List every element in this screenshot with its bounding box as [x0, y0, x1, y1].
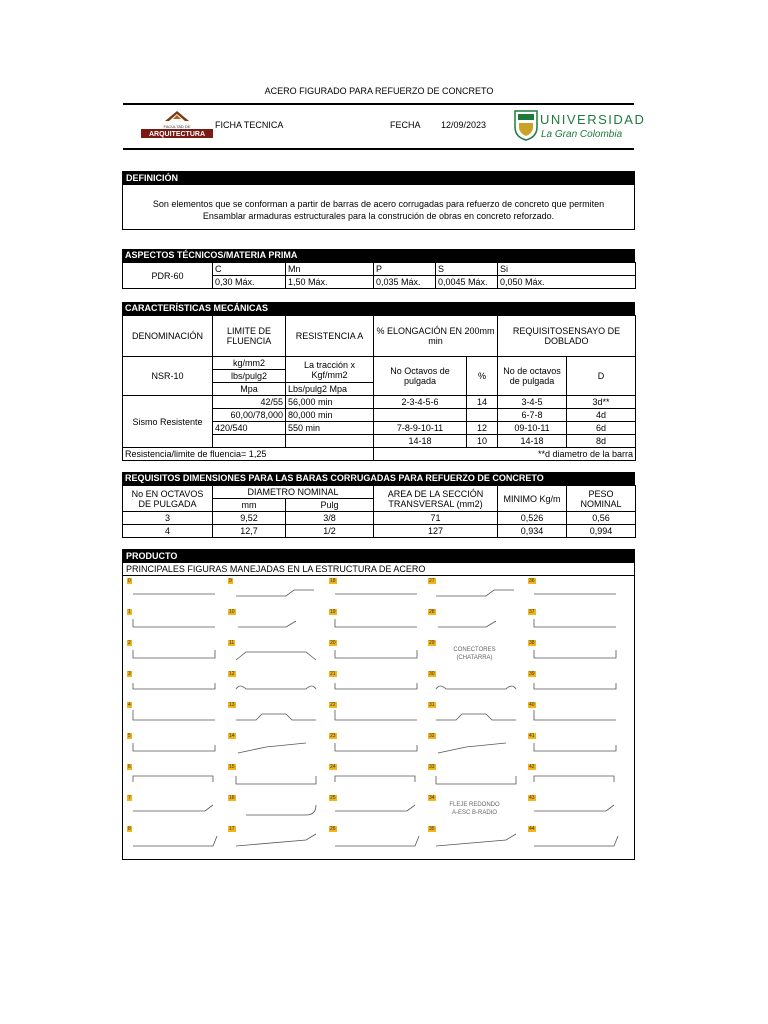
figure-number: 29 [429, 640, 435, 646]
rebar-shape-icon [226, 826, 323, 855]
mecanicas-section [122, 302, 635, 461]
rebar-shape-icon [426, 702, 523, 731]
rebar-shape-path [133, 836, 217, 846]
rebar-shape-icon [526, 733, 623, 762]
rebar-shape-icon [226, 733, 323, 762]
definicion-title: DEFINICIÓN [123, 172, 634, 185]
mec-cell: 14-18 [498, 435, 567, 448]
figure-cell [125, 764, 222, 793]
rebar-shape-icon [327, 640, 424, 669]
mec-cell: 550 min [286, 422, 374, 435]
fleje-sublabel: A-ESC B-RADIO [451, 810, 497, 816]
mec-cell: 09-10-11 [498, 422, 567, 435]
rebar-shape-path [238, 743, 306, 753]
rebar-shape-path [436, 834, 516, 846]
figure-cell [526, 671, 623, 700]
figure-number: 17 [229, 826, 235, 832]
h-limite: LIMITE DE FLUENCIA [213, 316, 286, 357]
nsr-label: NSR-10 [123, 357, 213, 396]
universidad-logo [514, 109, 646, 141]
figure-cell [426, 702, 523, 731]
figure-number: 30 [429, 671, 435, 677]
no-octavos-2: No de octavos de pulgada [498, 357, 567, 396]
figure-cell [125, 609, 222, 638]
rebar-shape-icon [327, 671, 424, 700]
mec-cell: 42/55 [213, 396, 286, 409]
figure-cell [426, 795, 523, 824]
h-diametro: DIAMETRO NOMINAL [213, 486, 374, 499]
rebar-shape-icon [426, 671, 523, 700]
mec-cell: 14 [467, 396, 498, 409]
figure-cell [526, 826, 623, 855]
rebar-shape-path [436, 590, 514, 596]
figure-cell [125, 733, 222, 762]
h-elongacion: % ELONGACIÓN EN 200mm min [374, 316, 498, 357]
aspectos-title: ASPECTOS TÉCNICOS/MATERIA PRIMA [122, 249, 635, 262]
figure-cell [226, 733, 323, 762]
mec-cell: 3-4-5 [498, 396, 567, 409]
rebar-shape-path [133, 650, 215, 658]
figure-number: 32 [429, 733, 435, 739]
figure-number: 2 [128, 640, 131, 646]
figure-cell [125, 795, 222, 824]
figure-cell [526, 764, 623, 793]
figure-cell [327, 764, 424, 793]
dim-cell: 4 [123, 525, 213, 538]
figure-cell [125, 671, 222, 700]
mec-cell [374, 409, 467, 422]
figure-number: 8 [128, 826, 131, 832]
producto-subtitle: PRINCIPALES FIGURAS MANEJADAS EN LA ESTRUCTURA DE ACERO [123, 563, 634, 576]
figure-cell [327, 826, 424, 855]
figure-cell [226, 671, 323, 700]
rebar-shape-path [534, 836, 618, 846]
rebar-shape-path [236, 652, 316, 660]
figure-cell [426, 640, 523, 669]
univ-line2: La Gran Colombia [541, 129, 623, 140]
rebar-shape-path [133, 776, 213, 782]
producto-section [122, 549, 635, 860]
rebar-shape-icon [526, 795, 623, 824]
rebar-shape-icon [226, 764, 323, 793]
figures-grid [123, 576, 634, 858]
traccion-unit-2: Lbs/pulg2 Mpa [286, 383, 374, 396]
figure-cell [327, 733, 424, 762]
rebar-shape-icon [327, 578, 424, 607]
rebar-shape-path [133, 710, 215, 720]
figure-number: 18 [330, 578, 336, 584]
rebar-shape-path [133, 619, 215, 627]
figure-cell [426, 733, 523, 762]
univ-line1: UNIVERSIDAD [540, 112, 646, 127]
figure-number: 6 [128, 764, 131, 770]
rebar-shape-icon [125, 795, 222, 824]
rebar-shape-path [436, 776, 516, 784]
dim-cell: 0,526 [498, 512, 567, 525]
figure-cell [327, 578, 424, 607]
rebar-shape-icon [327, 609, 424, 638]
figure-number: 21 [330, 671, 336, 677]
rebar-shape-path [438, 621, 496, 627]
dim-cell: 71 [374, 512, 498, 525]
figure-number: 33 [429, 764, 435, 770]
rebar-shape-path [246, 805, 316, 815]
rebar-shape-icon [226, 609, 323, 638]
figure-cell [226, 826, 323, 855]
h-mm: mm [213, 499, 286, 512]
aspecto-value: 0,30 Máx. [213, 276, 286, 289]
figure-number: 38 [529, 640, 535, 646]
h-peso: PESO NOMINAL [567, 486, 636, 512]
mec-cell [213, 435, 286, 448]
rebar-shape-path [133, 743, 215, 751]
figure-number: 43 [529, 795, 535, 801]
rebar-shape-path [335, 683, 417, 689]
rebar-shape-path [236, 834, 316, 846]
figure-cell [327, 795, 424, 824]
figure-number: 19 [330, 609, 336, 615]
figure-number: 1 [128, 609, 131, 615]
figure-cell [526, 733, 623, 762]
figure-number: 34 [429, 795, 435, 801]
dim-cell: 9,52 [213, 512, 286, 525]
mec-cell: 6-7-8 [498, 409, 567, 422]
rebar-shape-path [236, 590, 314, 596]
pdr-label: PDR-60 [123, 263, 213, 289]
figure-number: 44 [529, 826, 535, 832]
figure-cell [327, 702, 424, 731]
rebar-shape-icon [226, 640, 323, 669]
rebar-shape-path [335, 650, 417, 658]
rebar-shape-path [534, 743, 616, 751]
figure-number: 42 [529, 764, 535, 770]
figure-cell [426, 826, 523, 855]
rebar-shape-icon [327, 764, 424, 793]
h-pulg: Pulg [286, 499, 374, 512]
aspecto-header: S [436, 263, 498, 276]
rebar-shape-icon [526, 702, 623, 731]
fecha-value: 12/09/2023 [441, 120, 487, 130]
figure-number: 23 [330, 733, 336, 739]
figure-cell [226, 640, 323, 669]
rebar-shape-icon [526, 764, 623, 793]
aspecto-value: 0,0045 Máx. [436, 276, 498, 289]
figure-number: 3 [128, 671, 131, 677]
rebar-shape-path [534, 619, 616, 627]
figure-cell [125, 578, 222, 607]
rebar-shape-path [133, 805, 213, 811]
rebar-shape-icon [526, 609, 623, 638]
mec-footer-left: Resistencia/limite de fluencia= 1,25 [123, 448, 374, 461]
definicion-line1: Son elementos que se conforman a partir de barras de acero corrugadas para refuerzo de concreto que permiten [152, 199, 605, 209]
rebar-shape-path [534, 683, 616, 689]
mec-cell: 420/540 [213, 422, 286, 435]
pct-header: % [467, 357, 498, 396]
logo-arq-top: FACULTAD DE [163, 124, 191, 129]
rebar-shape-path [436, 686, 516, 689]
figure-number: 12 [229, 671, 235, 677]
dim-cell: 3 [123, 512, 213, 525]
rebar-shape-path [335, 836, 419, 846]
figure-cell [125, 826, 222, 855]
dim-cell: 127 [374, 525, 498, 538]
conectores-label: CONECTORES [453, 647, 496, 653]
figure-cell [526, 578, 623, 607]
figure-cell [327, 609, 424, 638]
figure-cell [426, 671, 523, 700]
rebar-shape-icon [426, 609, 523, 638]
rebar-shape-icon [327, 795, 424, 824]
h-minimo: MINIMO Kg/m [498, 486, 567, 512]
aspecto-value: 1,50 Máx. [286, 276, 374, 289]
aspecto-header: C [213, 263, 286, 276]
rebar-shape-path [534, 805, 614, 811]
mec-cell: 8d [567, 435, 636, 448]
figure-cell [327, 671, 424, 700]
rebar-shape-path [534, 776, 614, 782]
figure-cell [226, 795, 323, 824]
mec-cell: 80,000 min [286, 409, 374, 422]
dim-cell: 1/2 [286, 525, 374, 538]
rebar-shape-icon [125, 826, 222, 855]
mec-cell: 4d [567, 409, 636, 422]
rebar-shape-path [534, 650, 616, 658]
definicion-section [122, 171, 635, 230]
rebar-shape-path [238, 621, 296, 627]
figure-number: 24 [330, 764, 336, 770]
figure-number: 31 [429, 702, 435, 708]
rebar-shape-icon [125, 702, 222, 731]
fecha-label: FECHA [390, 120, 421, 130]
rebar-shape-icon [426, 733, 523, 762]
mec-footer-right: **d diametro de la barra [374, 448, 636, 461]
figure-cell [125, 640, 222, 669]
rebar-shape-icon [125, 578, 222, 607]
rebar-shape-icon [526, 826, 623, 855]
figure-number: 37 [529, 609, 535, 615]
figure-cell [526, 609, 623, 638]
mec-cell [467, 409, 498, 422]
mec-cell: 3d** [567, 396, 636, 409]
rebar-shape-path [335, 619, 417, 627]
h-octavos: No EN OCTAVOS DE PULGADA [123, 486, 213, 512]
rebar-shape-icon [125, 733, 222, 762]
rebar-shape-icon [327, 702, 424, 731]
rebar-shape-icon [526, 640, 623, 669]
h-area: AREA DE LA SECCIÓN TRANSVERSAL (mm2) [374, 486, 498, 512]
figure-cell [125, 702, 222, 731]
aspecto-header: Mn [286, 263, 374, 276]
figure-number: 16 [229, 795, 235, 801]
document-header [123, 103, 646, 150]
dim-cell: 12,7 [213, 525, 286, 538]
definicion-line2: Ensamblar armaduras estructurales para la construción de obras en concreto reforzado. [202, 211, 555, 221]
dimensiones-title: REQUISITOS DIMENSIONES PARA LAS BARAS CORRUGADAS PARA REFUERZO DE CONCRETO [122, 472, 635, 485]
aspecto-value: 0,050 Máx. [498, 276, 636, 289]
mec-cell: 6d [567, 422, 636, 435]
dimensiones-section [122, 472, 635, 538]
figure-number: 22 [330, 702, 336, 708]
figure-number: 14 [229, 733, 235, 739]
rebar-shape-icon [426, 578, 523, 607]
figure-number: 27 [429, 578, 435, 584]
figure-number: 0 [128, 578, 131, 584]
d-header: D [567, 357, 636, 396]
rebar-shape-path [436, 714, 516, 720]
figure-number: 7 [128, 795, 131, 801]
mec-cell: 10 [467, 435, 498, 448]
h-resistencia: RESISTENCIA A [286, 316, 374, 357]
dim-cell: 0,56 [567, 512, 636, 525]
figure-number: 4 [128, 702, 131, 708]
rebar-shape-path [534, 710, 616, 720]
unit-mpa: Mpa [213, 383, 286, 396]
mec-cell: 56,000 min [286, 396, 374, 409]
figure-cell [526, 795, 623, 824]
figure-number: 39 [529, 671, 535, 677]
rebar-shape-icon [226, 702, 323, 731]
figure-cell [426, 609, 523, 638]
dim-cell: 0,994 [567, 525, 636, 538]
rebar-shape-path [335, 776, 415, 782]
figure-cell [226, 764, 323, 793]
mec-cell: 7-8-9-10-11 [374, 422, 467, 435]
rebar-shape-icon [125, 640, 222, 669]
rebar-shape-icon [327, 733, 424, 762]
rebar-shape-path [335, 743, 417, 751]
aspectos-section [122, 249, 635, 289]
rebar-shape-path [236, 714, 316, 720]
no-octavos: No Octavos de pulgada [374, 357, 467, 396]
rebar-shape-path [236, 776, 316, 784]
figure-cell [426, 764, 523, 793]
rebar-shape-path [133, 683, 215, 689]
aspecto-value: 0,035 Máx. [374, 276, 436, 289]
figure-number: 35 [429, 826, 435, 832]
figure-number: 25 [330, 795, 336, 801]
h-requisitos: REQUISITOSENSAYO DE DOBLADO [498, 316, 636, 357]
mec-cell [286, 435, 374, 448]
traccion-unit: La tracción x Kgf/mm2 [286, 357, 374, 383]
rebar-shape-path [335, 805, 415, 811]
figure-number: 40 [529, 702, 535, 708]
figure-number: 28 [429, 609, 435, 615]
sismo-label: Sismo Resistente [123, 396, 213, 448]
aspecto-header: P [374, 263, 436, 276]
figure-cell [226, 578, 323, 607]
mec-cell: 14-18 [374, 435, 467, 448]
rebar-shape-icon [226, 578, 323, 607]
producto-title: PRODUCTO [123, 550, 634, 563]
rebar-shape-icon [125, 609, 222, 638]
figure-cell [226, 702, 323, 731]
mec-cell: 60,00/78,000 [213, 409, 286, 422]
figure-cell [327, 640, 424, 669]
figure-number: 15 [229, 764, 235, 770]
figure-number: 20 [330, 640, 336, 646]
unit-kgmm2: kg/mm2 [213, 357, 286, 370]
rebar-shape-path [236, 686, 316, 689]
figure-number: 13 [229, 702, 235, 708]
conectores-sublabel: (CHATARRA) [456, 655, 493, 661]
rebar-shape-icon [526, 671, 623, 700]
fleje-label: FLEJE REDONDO [449, 802, 500, 808]
rebar-shape-path [438, 743, 506, 753]
logo-arq-text: ARQUITECTURA [149, 131, 205, 138]
figure-cell [526, 702, 623, 731]
figure-number: 41 [529, 733, 535, 739]
arquitectura-logo [139, 109, 215, 141]
figure-number: 26 [330, 826, 336, 832]
mecanicas-title: CARACTERÍSTICAS MECÁNICAS [122, 302, 635, 315]
rebar-shape-icon [526, 578, 623, 607]
rebar-shape-icon [426, 764, 523, 793]
figure-cell [426, 578, 523, 607]
unit-lbs: lbs/pulg2 [213, 370, 286, 383]
rebar-shape-icon [226, 795, 323, 824]
mec-cell: 12 [467, 422, 498, 435]
figure-number: 5 [128, 733, 131, 739]
document-title: ACERO FIGURADO PARA REFUERZO DE CONCRETO [264, 86, 494, 96]
dim-cell: 3/8 [286, 512, 374, 525]
dim-cell: 0,934 [498, 525, 567, 538]
figure-number: 11 [229, 640, 235, 646]
rebar-shape-icon [426, 826, 523, 855]
figure-cell [526, 640, 623, 669]
rebar-shape-icon [125, 671, 222, 700]
aspecto-header: Si [498, 263, 636, 276]
figure-number: 9 [229, 578, 232, 584]
figure-number: 10 [229, 609, 235, 615]
mec-cell: 2-3-4-5-6 [374, 396, 467, 409]
figure-cell [226, 609, 323, 638]
rebar-shape-icon [327, 826, 424, 855]
figure-number: 36 [529, 578, 535, 584]
rebar-shape-path [335, 710, 417, 720]
rebar-shape-icon [125, 764, 222, 793]
h-denominacion: DENOMINACIÓN [123, 316, 213, 357]
ficha-label: FICHA TECNICA [215, 120, 284, 130]
rebar-shape-icon [226, 671, 323, 700]
